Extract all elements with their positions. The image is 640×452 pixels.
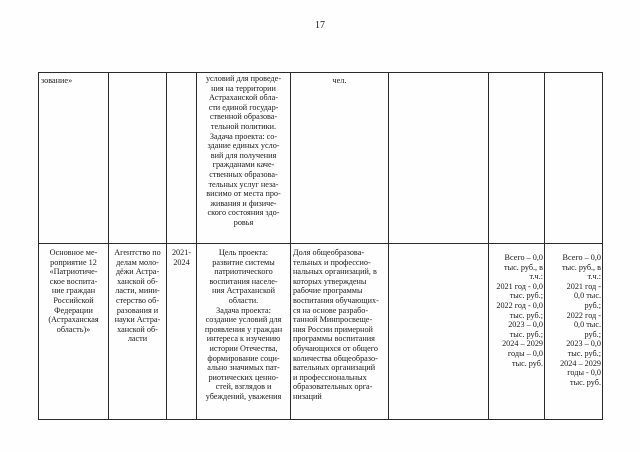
text-line: годы - 0,0: [567, 368, 601, 378]
text-line: истории Отечества,: [209, 343, 278, 353]
text-line: интереса к изучению: [206, 334, 281, 344]
text-line: ханской об-: [117, 276, 158, 286]
text-line: висимо от места про-: [206, 189, 281, 199]
years-cell: [167, 248, 196, 267]
text-line: 2021 год -: [566, 281, 601, 291]
column-border: [38, 72, 39, 420]
text-line: 2023 – 0,0: [566, 339, 601, 349]
text-line: Доля общеобразова-: [293, 248, 365, 257]
text-line: Задача проекта:: [216, 305, 271, 315]
text-line: тельных и професcио-: [293, 257, 371, 267]
text-line: т.ч.:: [529, 272, 543, 282]
text-line: ственной образова-: [209, 112, 278, 122]
text-line: программы воспитания: [293, 334, 375, 344]
text-line: тыс. руб.: [512, 358, 543, 368]
text-line: 0,0 тыс.: [573, 291, 601, 301]
goal-cell: [197, 248, 290, 418]
text-line: ально значимых пат-: [207, 363, 280, 373]
column-border: [388, 72, 389, 420]
text-line: 2024 – 2029: [560, 358, 601, 368]
text-line: нальных организаций, в: [293, 267, 377, 277]
text-line: Агентство по: [114, 248, 161, 257]
text-line: руб.;: [584, 300, 601, 310]
text-line: гражданами каче-: [212, 160, 275, 170]
text-line: 2022 год - 0,0: [496, 300, 543, 310]
text-line: область)»: [56, 324, 91, 334]
text-line: 2024 – 2029: [502, 339, 543, 349]
text-line: здание единых усло-: [207, 141, 280, 151]
text-line: ния России примерной: [293, 324, 373, 334]
text-line: вательных организаций: [293, 363, 376, 373]
text-line: ние граждан: [51, 286, 96, 296]
text-line: тыс. руб.;: [509, 291, 543, 301]
funding-cell-b: [545, 253, 601, 387]
executor-cell: [109, 248, 166, 344]
text-line: тельных услуг неза-: [208, 179, 279, 189]
text-line: условий для проведе-: [205, 74, 282, 83]
text-line: и профессиональных: [293, 372, 367, 382]
text-line: вий для получения: [210, 150, 277, 160]
text-line: Цель проекта:: [218, 248, 269, 257]
text-line: развитие системы: [212, 257, 275, 267]
text-line: делам моло-: [116, 257, 159, 267]
text-line: руб.;: [584, 329, 601, 339]
text-line: (Астраханская: [48, 315, 99, 325]
column-border: [108, 72, 109, 420]
text-line: «Патриотиче-: [49, 267, 98, 277]
text-line: тыс. руб.: [570, 377, 601, 387]
text-line: создание условий для: [205, 315, 282, 325]
column-border: [166, 72, 167, 420]
text-line: тыс. руб., в: [562, 262, 601, 272]
text-line: Всего – 0,0: [504, 253, 543, 262]
continued-event-cell: зование»: [41, 76, 73, 85]
page-number: 17: [315, 20, 325, 31]
text-line: ского состояния здо-: [207, 208, 280, 218]
text-line: воспитания обучающих-: [293, 295, 379, 305]
text-line: проявления у граждан: [204, 324, 283, 334]
text-line: 2023 – 0,0: [508, 320, 543, 330]
text-line: ственных образова-: [209, 169, 278, 179]
text-line: Российской: [53, 295, 94, 305]
continued-unit-cell: чел.: [332, 76, 347, 85]
column-border: [602, 72, 603, 420]
text-line: ровья: [233, 217, 254, 227]
text-line: низаций: [293, 391, 322, 401]
text-line: Всего – 0,0: [562, 253, 601, 262]
text-line: ханской об-: [117, 324, 158, 334]
text-line: 2022 год -: [566, 310, 601, 320]
text-line: роприятие 12: [50, 257, 97, 267]
text-line: области.: [228, 295, 259, 305]
text-line: ласти: [127, 334, 148, 344]
text-line: живания и физиче-: [210, 198, 277, 208]
text-line: ния Астраханской: [212, 286, 275, 296]
text-line: тыс. руб.;: [509, 310, 543, 320]
text-line: убеждений, уважения: [205, 391, 282, 401]
text-line: тельной политики.: [210, 121, 277, 131]
text-line: образовательных орга-: [293, 382, 373, 392]
text-line: Задача проекта: со-: [209, 131, 278, 141]
text-line: количества общеобразо-: [293, 353, 378, 363]
text-line: 2024: [173, 257, 190, 267]
event-name-cell: [39, 248, 108, 334]
text-line: формирование соци-: [207, 353, 280, 363]
text-line: которых утверждены: [293, 276, 367, 286]
text-line: рабочие программы: [293, 286, 363, 296]
continued-task-cell: [197, 74, 290, 228]
text-line: годы – 0,0: [507, 348, 543, 358]
text-line: ласти, мини-: [115, 286, 160, 296]
text-line: разования и: [116, 305, 159, 315]
text-line: ся на основе разрабо-: [293, 305, 369, 315]
text-line: сти единой государ-: [208, 102, 279, 112]
text-line: Федерации: [54, 305, 93, 315]
text-line: науки Астра-: [114, 315, 161, 325]
indicator-cell: [293, 248, 388, 418]
text-line: риотических ценно-: [208, 372, 279, 382]
text-line: стей, взглядов и: [215, 382, 272, 392]
text-line: обучающихся от общего: [293, 343, 378, 353]
table-bottom-border: [38, 419, 602, 420]
text-line: тыс. руб.;: [567, 348, 601, 358]
text-line: танной Минпросвеще-: [293, 315, 373, 325]
text-line: ния на территории: [211, 83, 276, 93]
text-line: стерство об-: [115, 295, 160, 305]
text-line: т.ч.:: [587, 272, 601, 282]
text-line: Основное ме-: [49, 248, 98, 257]
text-line: дёжи Астра-: [115, 267, 160, 277]
text-line: 2021 год - 0,0: [496, 281, 543, 291]
column-border: [290, 72, 291, 420]
text-line: ское воспита-: [49, 276, 98, 286]
text-line: тыс. руб.;: [509, 329, 543, 339]
text-line: Астраханской обла-: [209, 93, 278, 103]
text-line: воспитания населе-: [209, 276, 278, 286]
text-line: патриотического: [214, 267, 273, 277]
text-line: 2021-: [171, 248, 192, 257]
row-divider: [38, 243, 602, 244]
text-line: тыс. руб., в: [504, 262, 543, 272]
funding-cell-a: [489, 253, 543, 368]
text-line: 0,0 тыс.: [573, 320, 601, 330]
table-top-border: [38, 72, 602, 73]
